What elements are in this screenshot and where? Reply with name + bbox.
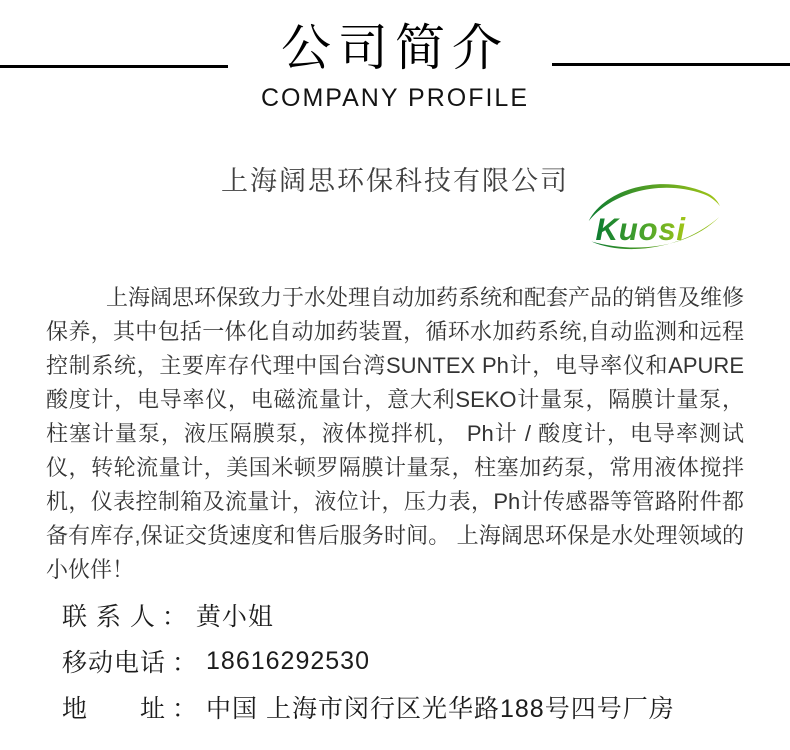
company-name: 上海阔思环保科技有限公司 — [221, 166, 569, 196]
contact-separator: ： — [172, 695, 199, 723]
contact-value: 18616292530 — [206, 646, 370, 675]
contact-label: 移动电话 — [62, 649, 167, 677]
contact-row-person — [62, 592, 675, 638]
logo-text: Kuosi — [595, 212, 686, 248]
kuosi-logo — [586, 178, 722, 256]
profile-paragraph: 上海阔思环保致力于水处理自动加药系统和配套产品的销售及维修保养，其中包括一体化自动加药装置，循环水加药系统,自动监测和远程控制系统，主要库存代理中国台湾SUNTEX Ph计，电导率仪和APURE酸度计，电导率仪，电磁流量计，意大利SEKO计量泵，隔膜计量泵，柱塞计量泵，液压隔膜泵，液体搅拌机， Ph计 / 酸度计，电导率测试仪，转轮流量计，美国米顿罗隔膜计量泵，柱塞加药泵，常用液体搅拌机，仪表控制箱及流量计，液位计，压力表，Ph计传感器等管路附件都备有库存,保证交货速度和售后服务时间。 上海阔思环保是水处理领域的小伙伴！ — [46, 285, 745, 582]
contact-separator: ： — [172, 649, 199, 677]
contact-row-address — [62, 684, 675, 730]
contact-info — [62, 592, 675, 730]
contact-value: 黄小姐 — [195, 603, 274, 631]
contact-value: 中国 上海市闵行区光华路188号四号厂房 — [206, 695, 675, 723]
page-title: 公司简介 — [281, 20, 509, 76]
kuosi-logo-graphic — [586, 178, 722, 256]
contact-label: 地 址 — [62, 695, 167, 723]
contact-separator: ： — [161, 603, 188, 631]
contact-label: 联 系 人 — [62, 603, 156, 631]
contact-row-mobile — [62, 638, 675, 684]
page-subtitle: COMPANY PROFILE — [260, 84, 529, 112]
